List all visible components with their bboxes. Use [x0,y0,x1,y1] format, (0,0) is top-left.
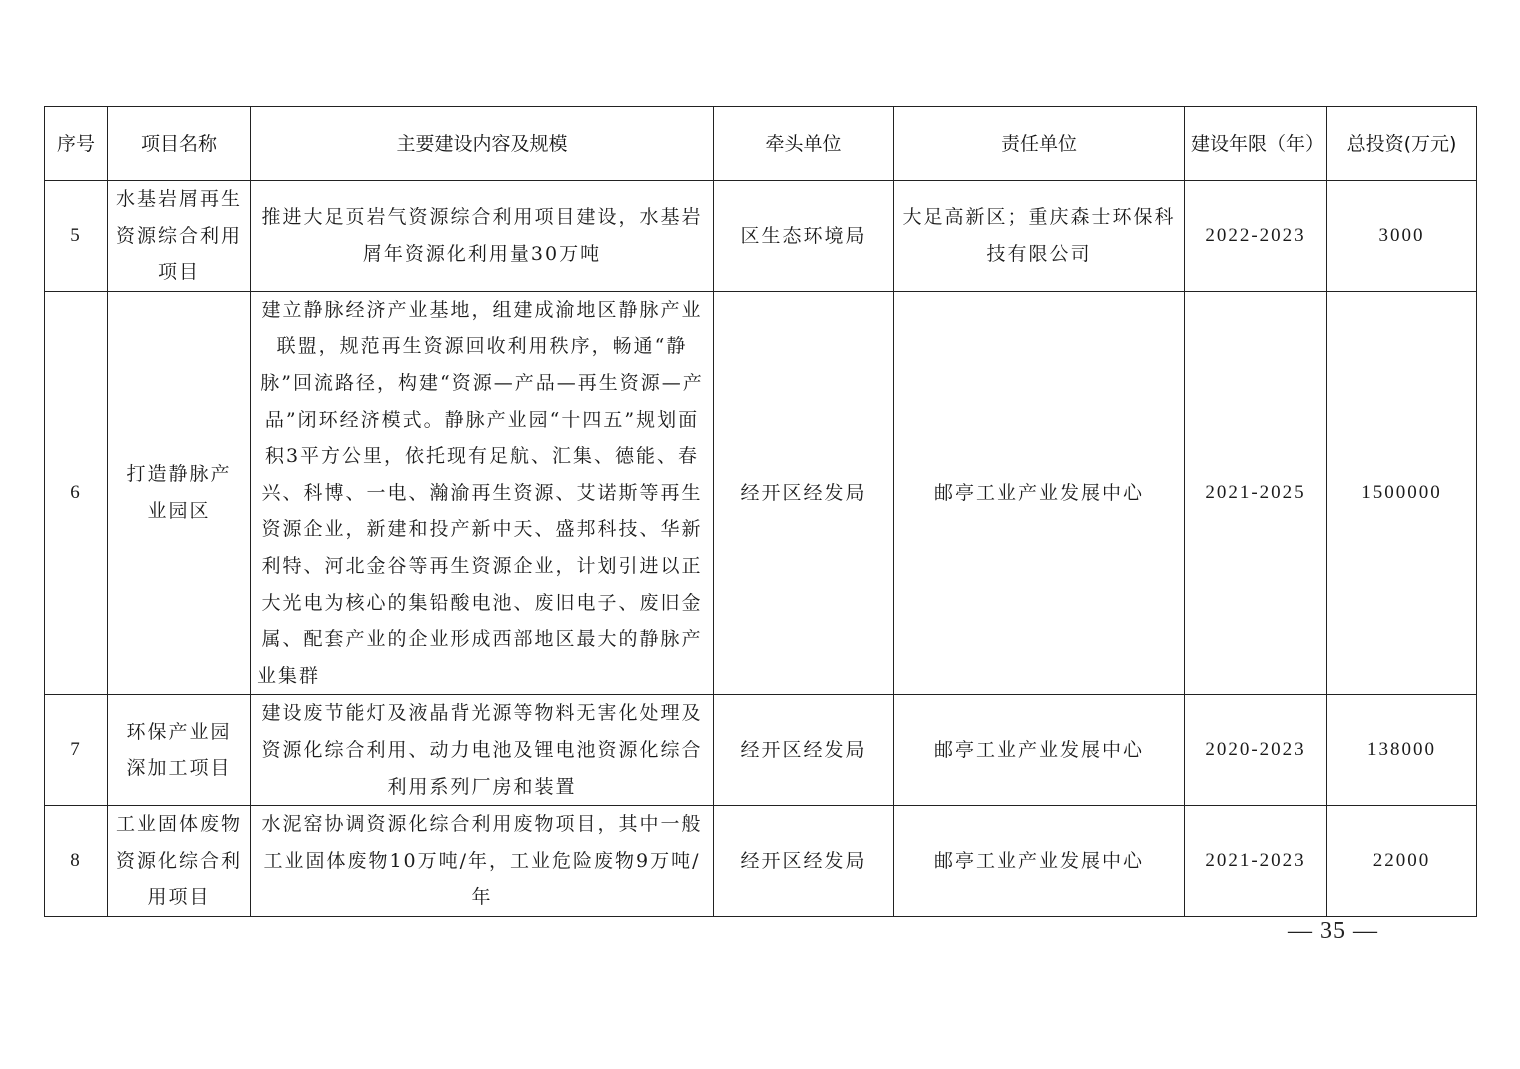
cell-investment: 22000 [1327,806,1477,917]
table-body [45,181,1477,917]
table-row [45,806,1477,917]
cell-lead: 经开区经发局 [714,291,894,695]
cell-content: 推进大足页岩气资源综合利用项目建设，水基岩屑年资源化利用量30万吨 [251,181,714,292]
cell-years: 2021-2023 [1185,806,1327,917]
cell-name: 环保产业园深加工项目 [108,695,251,806]
cell-investment: 3000 [1327,181,1477,292]
header-years: 建设年限（年） [1185,107,1327,181]
cell-years: 2021-2025 [1185,291,1327,695]
cell-content: 建设废节能灯及液晶背光源等物料无害化处理及资源化综合利用、动力电池及锂电池资源化综合利用系列厂房和装置 [251,695,714,806]
cell-lead: 经开区经发局 [714,806,894,917]
cell-name: 打造静脉产业园区 [108,291,251,695]
header-content: 主要建设内容及规模 [251,107,714,181]
header-investment: 总投资(万元) [1327,107,1477,181]
cell-seq: 6 [45,291,108,695]
header-responsible: 责任单位 [894,107,1185,181]
table-header [45,107,1477,181]
table-row [45,695,1477,806]
cell-content: 水泥窑协调资源化综合利用废物项目，其中一般工业固体废物10万吨/年，工业危险废物9万吨/年 [251,806,714,917]
cell-responsible: 大足高新区；重庆森士环保科技有限公司 [894,181,1185,292]
cell-name: 水基岩屑再生资源综合利用项目 [108,181,251,292]
page-number: — 35 — [1288,918,1378,944]
header-lead: 牵头单位 [714,107,894,181]
project-table [44,106,1477,917]
cell-seq: 5 [45,181,108,292]
cell-years: 2022-2023 [1185,181,1327,292]
cell-lead: 经开区经发局 [714,695,894,806]
cell-lead: 区生态环境局 [714,181,894,292]
cell-responsible: 邮亭工业产业发展中心 [894,806,1185,917]
cell-responsible: 邮亭工业产业发展中心 [894,291,1185,695]
cell-seq: 7 [45,695,108,806]
cell-seq: 8 [45,806,108,917]
cell-name: 工业固体废物资源化综合利用项目 [108,806,251,917]
header-seq: 序号 [45,107,108,181]
cell-investment: 138000 [1327,695,1477,806]
cell-content: 建立静脉经济产业基地，组建成渝地区静脉产业联盟，规范再生资源回收利用秩序，畅通“静脉”回流路径，构建“资源—产品—再生资源—产品”闭环经济模式。静脉产业园“十四五”规划面积3平方公里，依托现有足航、汇集、德能、春兴、科博、一电、瀚渝再生资源、艾诺斯等再生资源企业，新建和投产新中天、盛邦科技、华新利特、河北金谷等再生资源企业，计划引进以正大光电为核心的集铅酸电池、废旧电子、废旧金属、配套产业的企业形成西部地区最大的静脉产业集群 [251,291,714,695]
header-row [45,107,1477,181]
cell-years: 2020-2023 [1185,695,1327,806]
cell-investment: 1500000 [1327,291,1477,695]
cell-responsible: 邮亭工业产业发展中心 [894,695,1185,806]
table-row [45,291,1477,695]
table-row [45,181,1477,292]
header-name: 项目名称 [108,107,251,181]
